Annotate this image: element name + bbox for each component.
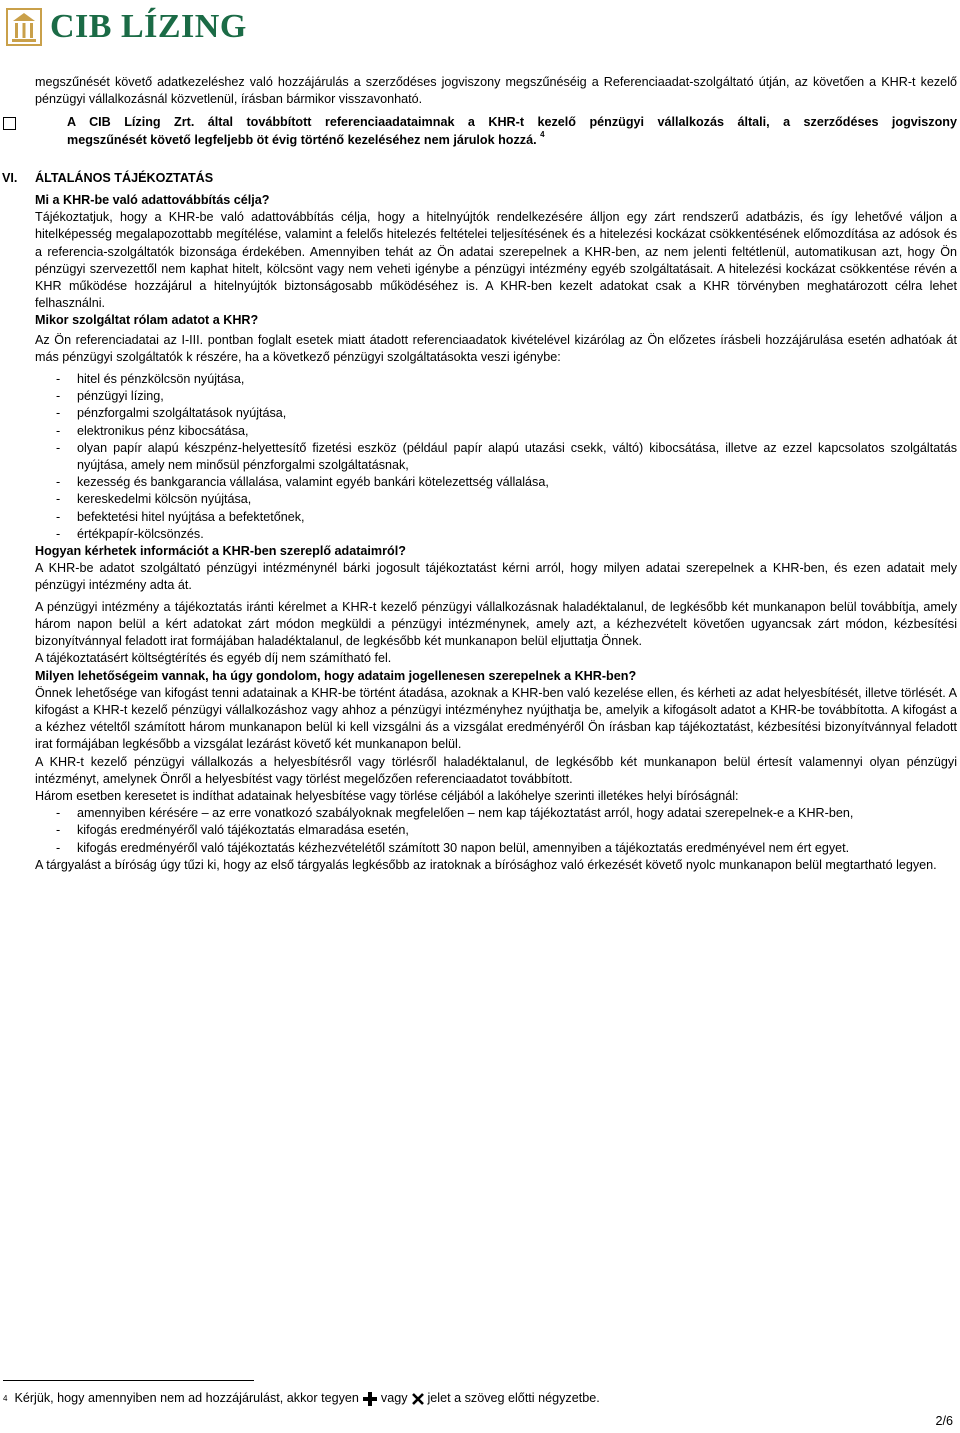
footnote-text-before: Kérjük, hogy amennyiben nem ad hozzájárulást, akkor tegyen xyxy=(14,1391,359,1405)
plus-icon xyxy=(363,1392,377,1406)
paragraph: A KHR-be adatot szolgáltató pénzügyi intézménynél bárki jogosult tájékoztatást kérni arról, hogy milyen adatai szerepelnek a KHR-ben, és ezen adatait mely pénzügyi intézmény adta át. xyxy=(35,561,957,593)
footnote-ref: 4 xyxy=(540,129,545,139)
service-list xyxy=(35,371,957,543)
list-item: - hitel és pénzkölcsön nyújtása, xyxy=(56,372,245,387)
paragraph: A KHR-t kezelő pénzügyi vállalkozás a helyesbítésről vagy törlésről haladéktalanul, de legkésőbb két munkanapon belül értesít valamennyi olyan pénzügyi intézményt, amelynek Önről a helyesbítést vagy törlést megelőzően referenciaadatot továbbított. xyxy=(35,754,957,786)
paragraph: Önnek lehetősége van kifogást tenni adatainak a KHR-be történt átadása, azoknak a KHR-ben való kezelése ellen, és kérheti az adat helyesbítését, illetve törlését. A kifogást a KHR-t kezelő pénzügyi vállalkozáshoz vagy ahhoz a pénzügyi intézményhez nyújthatja be, amelyik a kifogásolt adatot a KHR-be továbbította. A kifogást a a kézhez vételtől számított három munkanapon belül ki kell vizsgálni ás a vizsgálat eredményéről Ön írásban kap tájékoztatást, kézbesítési bizonyítvánnyal feladott irat formájában legkésőbb a vizsgálat lezárást követő két munkanapon belül. xyxy=(35,685,957,752)
question-heading: Milyen lehetőségeim vannak, ha úgy gondolom, hogy adataim jogellenesen szerepelnek a KHR-ben? xyxy=(35,668,637,683)
list-item: - kifogás eredményéről való tájékoztatás elmaradása esetén, xyxy=(56,823,409,838)
document-body xyxy=(2,74,957,874)
footnote-separator xyxy=(3,1380,254,1381)
paragraph: A tárgyalást a bíróság úgy tűzi ki, hogy az első tárgyalás legkésőbb az iratoknak a bírósághoz való érkezését követő nyolc munkanapon belül megtartható legyen. xyxy=(35,857,937,872)
paragraph: Három esetben keresetet is indíthat adatainak helyesbítése vagy törlése céljából a lakóhelye szerinti illetékes helyi bíróságnál: xyxy=(35,788,739,803)
footnote-text-after: jelet a szöveg előtti négyzetbe. xyxy=(427,1391,600,1405)
list-item: - amennyiben kérésére – az erre vonatkozó szabályoknak megfelelően – nem kap tájékoztatást arról, hogy adatai szerepelnek-e a KHR-ben, xyxy=(56,806,854,821)
list-item: - értékpapír-kölcsönzés. xyxy=(56,526,204,541)
consent-line-1: A CIB Lízing Zrt. által továbbított referenciaadataimnak a KHR-t kezelő pénzügyi vállalkozás általi, a szerződéses jogviszony xyxy=(67,115,957,130)
section-number: VI. xyxy=(2,170,18,185)
consent-option xyxy=(35,114,957,148)
paragraph: A tájékoztatásért költségtérítés és egyéb díj nem számítható fel. xyxy=(35,651,392,666)
list-item: - elektronikus pénz kibocsátása, xyxy=(56,423,249,438)
page-number: 2/6 xyxy=(935,1414,953,1428)
list-item: - pénzügyi lízing, xyxy=(56,389,164,404)
paragraph: Az Ön referenciadatai az I-III. pontban foglalt esetek miatt átadott referenciaadatok kivételével kizárólag az Ön előzetes írásbeli hozzájárulása esetén adhatóak át más pénzügyi szolgáltatók k részére, ha a következő pénzügyi szolgáltatásokta veszi igénybe: xyxy=(35,332,957,364)
footnote-text-middle: vagy xyxy=(380,1391,408,1405)
question-heading: Mi a KHR-be való adattovábbítás célja? xyxy=(35,193,270,208)
list-item: - olyan papír alapú készpénz-helyettesítő fizetési eszköz (például papír alapú utazási csekk, váltó) kibocsátása, illetve az ezzel kapcsolatos szolgáltatás nyújtása, amely nem minősül pénzforgalmi szolgáltatásnak, xyxy=(56,440,957,473)
continuation-paragraph: megszűnését követő adatkezeléshez való hozzájárulás a szerződéses jogviszony megszűnéséig a Referenciaadat-szolgáltató útján, az követően a KHR-t kezelő pénzügyi vállalkozásnál közvetlenül, írásban bármikor visszavonható. xyxy=(35,75,957,107)
consent-checkbox[interactable] xyxy=(3,117,16,130)
list-item: - kezesség és bankgarancia vállalása, valamint egyéb bankári kötelezettség vállalása, xyxy=(56,475,549,490)
court-case-list xyxy=(35,805,957,857)
cib-logo-icon xyxy=(6,8,42,46)
logo-text: CIB LÍZING xyxy=(50,8,247,45)
list-item: - kereskedelmi kölcsön nyújtása, xyxy=(56,492,252,507)
logo xyxy=(6,4,247,50)
question-heading: Mikor szolgáltat rólam adatot a KHR? xyxy=(35,313,259,328)
section-title: ÁLTALÁNOS TÁJÉKOZTATÁS xyxy=(35,170,214,185)
list-item: - kifogás eredményéről való tájékoztatás kézhezvételétől számított 30 napon belül, amennyiben a tájékoztatás eredményével nem ért egyet. xyxy=(56,840,850,855)
footnote: 4 Kérjük, hogy amennyiben nem ad hozzájárulást, akkor tegyen vagy jelet a szöveg előtti négyzetbe. xyxy=(3,1390,600,1407)
paragraph: Tájékoztatjuk, hogy a KHR-be való adattovábbítás célja, hogy a hitelnyújtók rendelkezésére álljon egy zárt rendszerű adatbázis, és így lehetővé váljon a hitelképesség megalapozottabb megítélése, valamint a felelős hitelezés feltételei teljesítésének és a hitelezési kockázat csökkentésének előmozdítása az adósok és a referencia-szolgáltatók bizonsága érdekében. Amennyiben tehát az Ön adatai szerepelnek a KHR-ben, az nem jelenti feltétlenül, automatikusan azt, hogy Ön pénzügyi szervezettől nem kaphat hitelt, kölcsönt vagy nem veheti igénybe a pénzügyi intézmény egyéb szolgáltatásait. A hitelezési kockázat csökkentése révén a KHR működése hozzájárul a hitelnyújtók biztonságosabb működéséhez is. A KHR-ben kezelt adatokat csak a KHR törvényben meghatározott célra lehet felhasználni. xyxy=(35,210,957,311)
list-item: - pénzforgalmi szolgáltatások nyújtása, xyxy=(56,406,287,421)
section-heading xyxy=(2,170,957,187)
x-icon xyxy=(412,1393,424,1405)
list-item: - befektetési hitel nyújtása a befektetőnek, xyxy=(56,509,305,524)
question-heading: Hogyan kérhetek információt a KHR-ben szereplő adataimról? xyxy=(35,544,406,559)
paragraph: A pénzügyi intézmény a tájékoztatás iránti kérelmet a KHR-t kezelő pénzügyi vállalkozásnak haladéktalanul, de legkésőbb két munkanapon belül továbbítja, amely három napon belül a kért adatokat zárt módon megküldi a pénzügyi intézménynek, amely azt, a kézhezvételt követően ugyancsak zárt módon, kézbesítési bizonyítvánnyal feladott irat formájában haladéktalanul, de legkésőbb két munkanapon belül eljuttatja Önnek. xyxy=(35,599,957,649)
consent-line-2: megszűnését követő legfeljebb öt évig történő kezeléséhez nem járulok hozzá. $^4$ xyxy=(67,129,545,147)
